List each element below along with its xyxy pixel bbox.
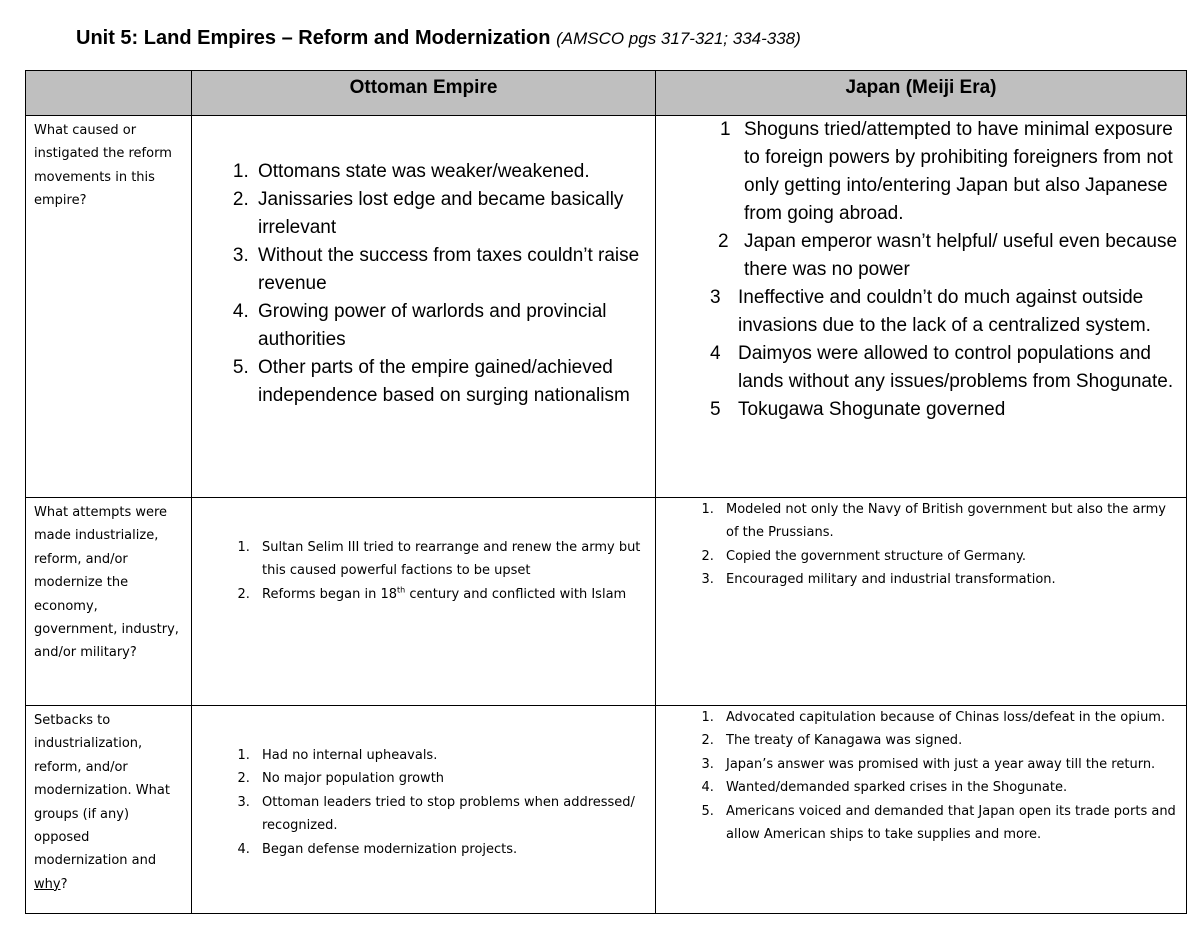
list-item: 3. Ottoman leaders tried to stop problems when addressed/ recognized. — [254, 791, 647, 838]
table-row — [26, 116, 1187, 498]
ottoman-setbacks-list — [192, 706, 655, 861]
table-row — [26, 498, 1187, 706]
list-item: 1. Advocated capitulation because of Chinas loss/defeat in the opium. — [718, 706, 1178, 729]
title-source: (AMSCO pgs 317-321; 334-338) — [556, 29, 801, 48]
list-item: 3. Without the success from taxes couldn’t raise revenue — [254, 242, 645, 298]
list-text: Japan emperor wasn’t helpful/ useful even because there was no power — [744, 231, 1178, 280]
list-item: 2. The treaty of Kanagawa was signed. — [718, 729, 1178, 752]
list-item: 1. Had no internal upheavals. — [254, 744, 647, 767]
japan-setbacks-list — [656, 706, 1186, 846]
list-number: 4 — [710, 343, 721, 364]
list-item: 3. Encouraged military and industrial transformation. — [718, 568, 1178, 591]
question-text: ? — [60, 876, 68, 892]
list-number: 1 — [720, 119, 731, 140]
comparison-table — [25, 70, 1187, 914]
japan-cell — [656, 116, 1187, 498]
list-text: Daimyos were allowed to control populations and lands without any issues/problems from Shogunate. — [738, 343, 1174, 392]
list-item — [656, 396, 1180, 424]
question-text: Setbacks to industrialization, reform, and/or modernization. What groups (if any) opposed modernization and — [34, 713, 170, 869]
japan-cell — [656, 498, 1187, 706]
list-text: century and conflicted with Islam — [405, 586, 627, 602]
list-number: 2 — [718, 231, 729, 252]
ottoman-causes-list — [192, 116, 655, 410]
table-header-row — [26, 71, 1187, 116]
list-number: 3 — [710, 287, 721, 308]
list-text: Ineffective and couldn’t do much against outside invasions due to the lack of a centralized system. — [738, 287, 1151, 336]
list-item: 2. Copied the government structure of Germany. — [718, 545, 1178, 568]
list-text: Shoguns tried/attempted to have minimal exposure to foreign powers by prohibiting foreigners from not only getting into/entering Japan but also Japanese from going abroad. — [744, 119, 1173, 224]
question-cell: What caused or instigated the reform movements in this empire? — [26, 116, 192, 498]
japan-causes-list — [656, 116, 1186, 424]
list-item: 4. Growing power of warlords and provincial authorities — [254, 298, 645, 354]
list-text: Tokugawa Shogunate governed — [738, 399, 1006, 420]
japan-attempts-list — [656, 498, 1186, 592]
list-item — [656, 340, 1180, 396]
list-item: 2. Janissaries lost edge and became basically irrelevant — [254, 186, 645, 242]
list-item: 5. Americans voiced and demanded that Japan open its trade ports and allow American ships to take supplies and more. — [718, 800, 1178, 847]
ottoman-cell — [192, 116, 656, 498]
header-question — [26, 71, 192, 116]
japan-cell — [656, 706, 1187, 914]
table-row — [26, 706, 1187, 914]
list-item — [656, 116, 1180, 228]
title-main: Unit 5: Land Empires – Reform and Modernization — [76, 27, 551, 49]
list-item: 5. Other parts of the empire gained/achieved independence based on surging nationalism — [254, 354, 645, 410]
list-item — [656, 284, 1180, 340]
document-title — [76, 27, 801, 50]
question-underlined: why — [34, 876, 61, 892]
list-item: 4. Wanted/demanded sparked crises in the Shogunate. — [718, 776, 1178, 799]
list-item: 1. Sultan Selim III tried to rearrange and renew the army but this caused powerful factions to be upset — [254, 536, 647, 583]
header-ottoman: Ottoman Empire — [192, 71, 656, 116]
list-number: 5 — [710, 399, 721, 420]
list-item: 3. Japan’s answer was promised with just a year away till the return. — [718, 753, 1178, 776]
list-item: 2. No major population growth — [254, 767, 647, 790]
question-cell: What attempts were made industrialize, reform, and/or modernize the economy, government, industry, and/or military? — [26, 498, 192, 706]
ottoman-attempts-list — [192, 498, 655, 606]
list-item — [254, 583, 647, 606]
ottoman-cell — [192, 706, 656, 914]
list-item — [656, 228, 1180, 284]
header-japan: Japan (Meiji Era) — [656, 71, 1187, 116]
superscript: th — [397, 585, 406, 595]
list-item: 4. Began defense modernization projects. — [254, 838, 647, 861]
list-item: 1. Ottomans state was weaker/weakened. — [254, 158, 645, 186]
question-cell — [26, 706, 192, 914]
list-item: 1. Modeled not only the Navy of British government but also the army of the Prussians. — [718, 498, 1178, 545]
list-text: Reforms began in 18 — [262, 586, 398, 602]
ottoman-cell — [192, 498, 656, 706]
